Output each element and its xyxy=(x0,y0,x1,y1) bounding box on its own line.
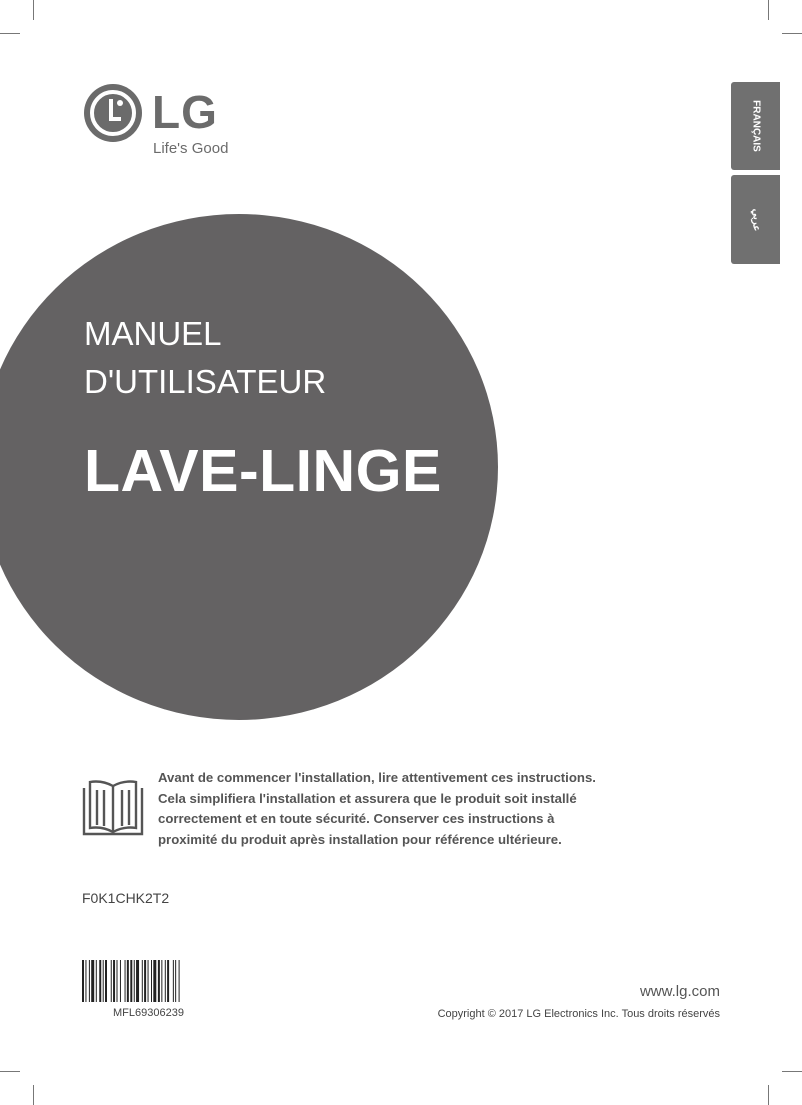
brand-name: LG xyxy=(152,86,218,138)
crop-mark xyxy=(0,1071,20,1072)
tab-arabic-label: عربي xyxy=(750,208,761,231)
crop-mark xyxy=(33,0,34,20)
manual-title-line1: MANUEL xyxy=(84,315,222,352)
lg-face-icon xyxy=(82,82,144,144)
instruction-line: Avant de commencer l'installation, lire attentivement ces instructions. xyxy=(158,770,596,785)
crop-mark xyxy=(0,33,20,34)
tab-francais[interactable] xyxy=(731,82,780,170)
barcode-icon xyxy=(82,960,224,1004)
crop-mark xyxy=(782,33,802,34)
lg-logo xyxy=(82,82,242,162)
book-icon xyxy=(80,778,146,838)
instruction-line: correctement et en toute sécurité. Conserver ces instructions à xyxy=(158,811,555,826)
part-number: MFL69306239 xyxy=(113,1007,184,1019)
tab-arabic[interactable] xyxy=(731,175,780,264)
crop-mark xyxy=(768,0,769,20)
safety-instructions xyxy=(158,768,718,850)
product-name: LAVE-LINGE xyxy=(84,438,442,504)
instruction-line: proximité du produit après installation pour référence ultérieure. xyxy=(158,831,562,847)
crop-mark xyxy=(768,1085,769,1105)
instruction-line: Cela simplifiera l'installation et assurera que le produit soit installé xyxy=(158,790,577,806)
model-number: F0K1CHK2T2 xyxy=(82,890,170,906)
manual-title-line2: D'UTILISATEUR xyxy=(84,363,327,400)
tab-francais-label: FRANÇAIS xyxy=(750,100,761,152)
crop-mark xyxy=(782,1071,802,1072)
copyright-notice: Copyright © 2017 LG Electronics Inc. Tous droits réservés xyxy=(437,1008,720,1020)
website-link[interactable]: www.lg.com xyxy=(639,983,720,1000)
brand-tagline: Life's Good xyxy=(153,140,229,157)
crop-mark xyxy=(33,1085,34,1105)
